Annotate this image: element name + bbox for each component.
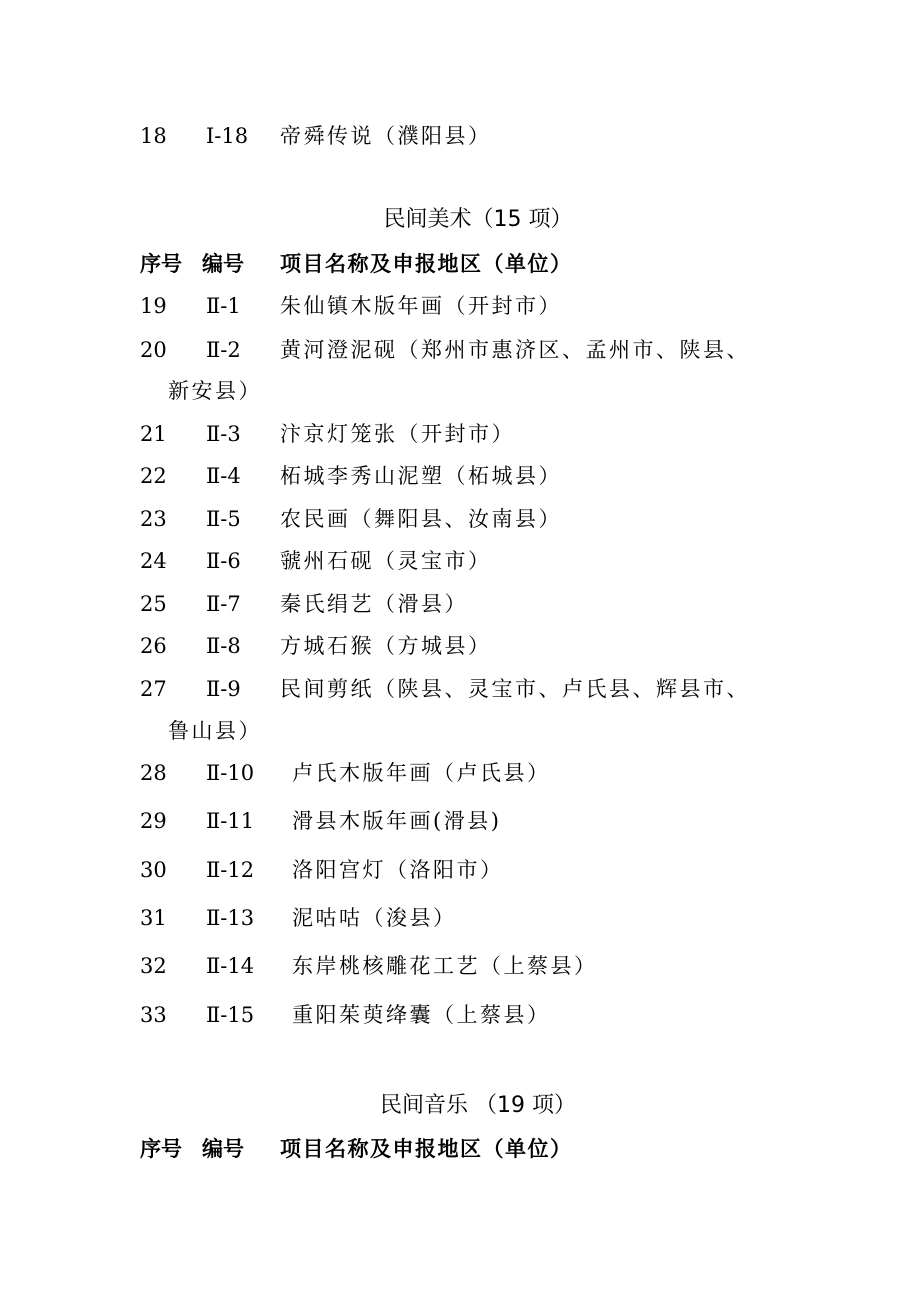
item-name: 帝舜传说（濮阳县） [280,124,492,148]
item-name: 朱仙镇木版年画（开封市） [280,294,562,318]
item-number: 27 [140,677,167,701]
item-number: 22 [140,464,167,488]
item-name: 重阳茱萸绛囊（上蔡县） [292,1003,551,1027]
header-name: 项目名称及申报地区（单位） [280,1137,573,1161]
section-title-folk-music: 民间音乐 （19 项） [380,1093,576,1118]
item-code: Ⅱ-11 [206,809,255,833]
item-code: Ⅱ-15 [206,1003,255,1027]
item-name: 秦氏绢艺（滑县） [280,592,468,616]
item-name: 东岸桃核雕花工艺（上蔡县） [292,954,598,978]
item-name-continuation: 新安县） [168,379,262,403]
item-name: 方城石猴（方城县） [280,634,492,658]
item-name: 柘城李秀山泥塑（柘城县） [280,464,562,488]
item-name: 卢氏木版年画（卢氏县） [292,761,551,785]
item-code: Ⅱ-1 [206,294,241,318]
item-number: 24 [140,549,167,573]
header-seq: 序号 [140,252,182,276]
item-number: 33 [140,1003,167,1027]
item-number: 23 [140,507,167,531]
item-number: 31 [140,906,167,930]
item-name: 虢州石砚（灵宝市） [280,549,492,573]
item-code: Ⅱ-2 [206,338,241,362]
item-name: 汴京灯笼张（开封市） [280,422,515,446]
item-name: 洛阳宫灯（洛阳市） [292,858,504,882]
item-number: 21 [140,422,167,446]
item-code: Ⅱ-12 [206,858,255,882]
item-number: 20 [140,338,167,362]
item-name: 民间剪纸（陕县、灵宝市、卢氏县、辉县市、 [280,677,750,701]
item-code: Ⅱ-4 [206,464,241,488]
item-number: 29 [140,809,167,833]
section-title-folk-art: 民间美术（15 项） [383,207,573,232]
item-number: 26 [140,634,167,658]
header-code: 编号 [202,1137,244,1161]
item-name: 滑县木版年画(滑县) [292,809,502,833]
item-name: 泥咕咕（浚县） [292,906,457,930]
item-code: Ⅱ-7 [206,592,241,616]
item-number: 19 [140,294,167,318]
item-code: Ⅱ-13 [206,906,255,930]
item-code: Ⅱ-8 [206,634,241,658]
item-name-continuation: 鲁山县） [168,719,262,743]
item-number: 28 [140,761,167,785]
item-code: Ⅱ-10 [206,761,255,785]
header-name: 项目名称及申报地区（单位） [280,252,573,276]
item-number: 32 [140,954,167,978]
item-code: I-18 [206,124,249,148]
item-name: 农民画（舞阳县、汝南县） [280,507,562,531]
item-number: 30 [140,858,167,882]
header-seq: 序号 [140,1137,182,1161]
item-code: Ⅱ-5 [206,507,241,531]
item-code: Ⅱ-6 [206,549,241,573]
item-number: 25 [140,592,167,616]
item-code: Ⅱ-14 [206,954,255,978]
header-code: 编号 [202,252,244,276]
item-name: 黄河澄泥砚（郑州市惠济区、孟州市、陕县、 [280,338,750,362]
item-code: Ⅱ-9 [206,677,241,701]
item-number: 18 [140,124,167,148]
item-code: Ⅱ-3 [206,422,241,446]
